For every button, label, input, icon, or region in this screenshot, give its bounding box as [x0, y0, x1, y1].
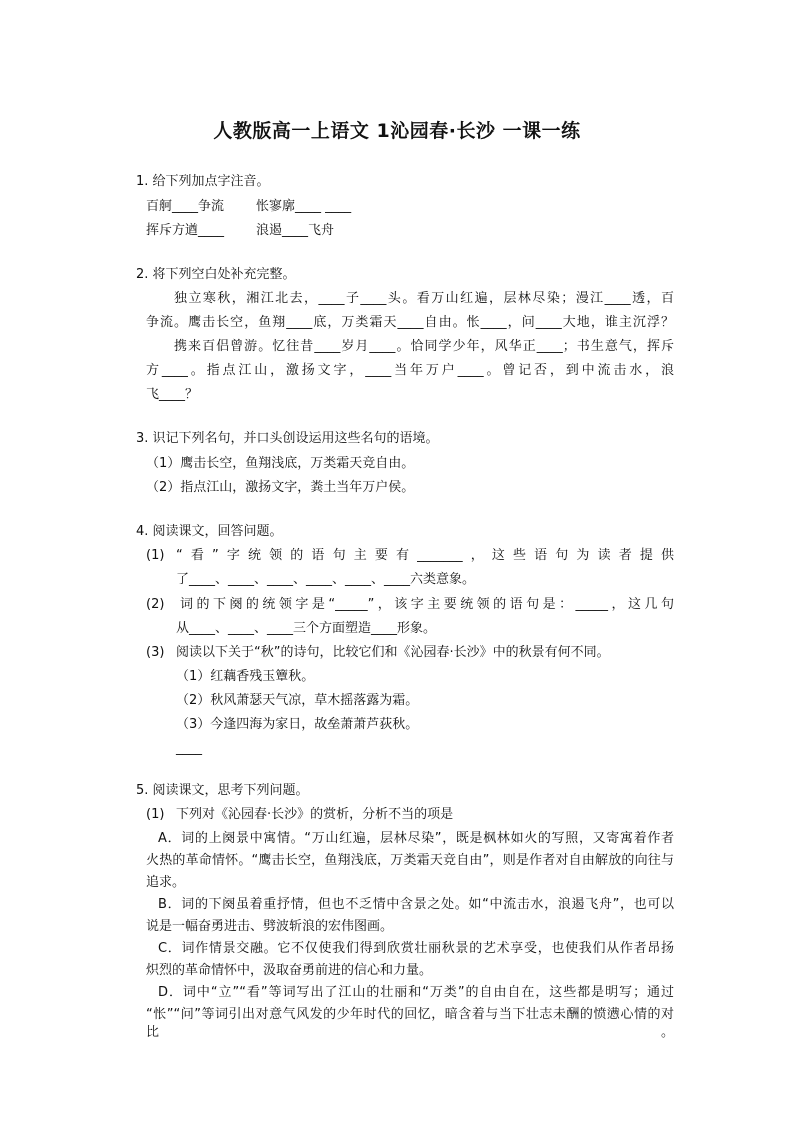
option-b-line: B．词的下阕虽着重抒情，但也不乏情中含景之处。如“中流击水，浪遏飞舟”，也可以 — [158, 897, 674, 912]
option-a-line: 火热的革命情怀。“鹰击长空，鱼翔浅底，万类霜天竞自由”，则是作者对自由解放的向往与 — [146, 853, 674, 868]
poem-line: （2）秋风萧瑟天气凉，草木摇落露为霜。 — [176, 693, 419, 708]
q4-sub3-number: (3) — [146, 645, 165, 660]
option-b-line: 说是一幅奋勇进击、劈波斩浪的宏伟图画。 — [146, 919, 394, 934]
q4-sub2-text: 词的下阕的统领字是“_____”，该字主要统领的语句是：_____，这几句 — [180, 597, 674, 612]
q2-line: 飞____？ — [146, 387, 199, 402]
poem-line: （1）红藕香残玉簟秋。 — [176, 669, 315, 684]
option-a-line: A．词的上阕景中寓情。“万山红遍，层林尽染”，既是枫林如火的写照，又寄寓着作者 — [158, 831, 674, 846]
q4-sub2-number: (2) — [146, 597, 165, 612]
q3-item: （2）指点江山，激扬文字，粪土当年万户侯。 — [146, 480, 415, 495]
option-d-line: “怅”“问”等词引出对意气风发的少年时代的回忆，暗含着与当下壮志未酬的愤懑心情的对比。 — [146, 1007, 674, 1040]
q5-heading: 5. 阅读课文，思考下列问题。 — [136, 783, 309, 798]
q5-sub1-text: 下列对《沁园春·长沙》的赏析，分析不当的项是 — [176, 807, 454, 822]
q2-line: 携来百侣曾游。忆往昔____岁月____。恰同学少年，风华正____；书生意气，挥斥 — [174, 339, 674, 354]
q5-sub1-number: (1) — [146, 807, 165, 822]
answer-blank: ____ — [176, 741, 202, 756]
option-d-line: D．词中“立”“看”等词写出了江山的壮丽和“万类”的自由自在，这些都是明写；通过 — [158, 985, 674, 1000]
q1-heading: 1. 给下列加点字注音。 — [136, 174, 270, 189]
option-c-line: C．词作情景交融。它不仅使我们得到欣赏壮丽秋景的艺术享受，也使我们从作者昂扬 — [158, 941, 674, 956]
q1-item-1: 百舸____争流 — [146, 199, 225, 214]
q1-item-3: 挥斥方遒____ — [146, 223, 225, 238]
poem-line: （3）今逢四海为家日，故垒萧萧芦荻秋。 — [176, 717, 419, 732]
q4-sub1-number: (1) — [146, 548, 165, 563]
q4-heading: 4. 阅读课文，回答问题。 — [136, 524, 283, 539]
q3-heading: 3. 识记下列名句，并口头创设运用这些名句的语境。 — [136, 431, 439, 446]
q2-line: 争流。鹰击长空，鱼翔____底，万类霜天____自由。怅____，问____大地，谁主沉浮？ — [146, 315, 674, 330]
q4-sub2-text-cont: 从____、____、____三个方面塑造____形象。 — [176, 621, 437, 636]
q3-item: （1）鹰击长空，鱼翔浅底，万类霜天竞自由。 — [146, 456, 415, 471]
q2-heading: 2. 将下列空白处补充完整。 — [136, 267, 296, 282]
q4-sub1-text: “看”字统领的语句主要有_______，这些语句为读者提供 — [176, 548, 674, 563]
option-c-line: 炽烈的革命情怀中，汲取奋勇前进的信心和力量。 — [146, 963, 433, 978]
option-a-line: 追求。 — [146, 875, 186, 890]
q1-item-4: 浪遏____飞舟 — [256, 223, 335, 238]
q1-item-2: 怅寥廓____ ____ — [256, 199, 352, 214]
q4-sub1-text-cont: 了____、____、____、____、____、____六类意象。 — [176, 572, 476, 587]
q2-line: 独立寒秋，湘江北去，____子____头。看万山红遍，层林尽染；漫江____透，百 — [174, 291, 674, 306]
q2-line: 方____。指点江山，激扬文字，____当年万户____。曾记否，到中流击水，浪 — [146, 363, 674, 378]
q4-sub3-text: 阅读以下关于“秋”的诗句，比较它们和《沁园春·长沙》中的秋景有何不同。 — [176, 645, 610, 660]
page-title: 人教版高一上语文 1沁园春·长沙 一课一练 — [213, 120, 581, 142]
